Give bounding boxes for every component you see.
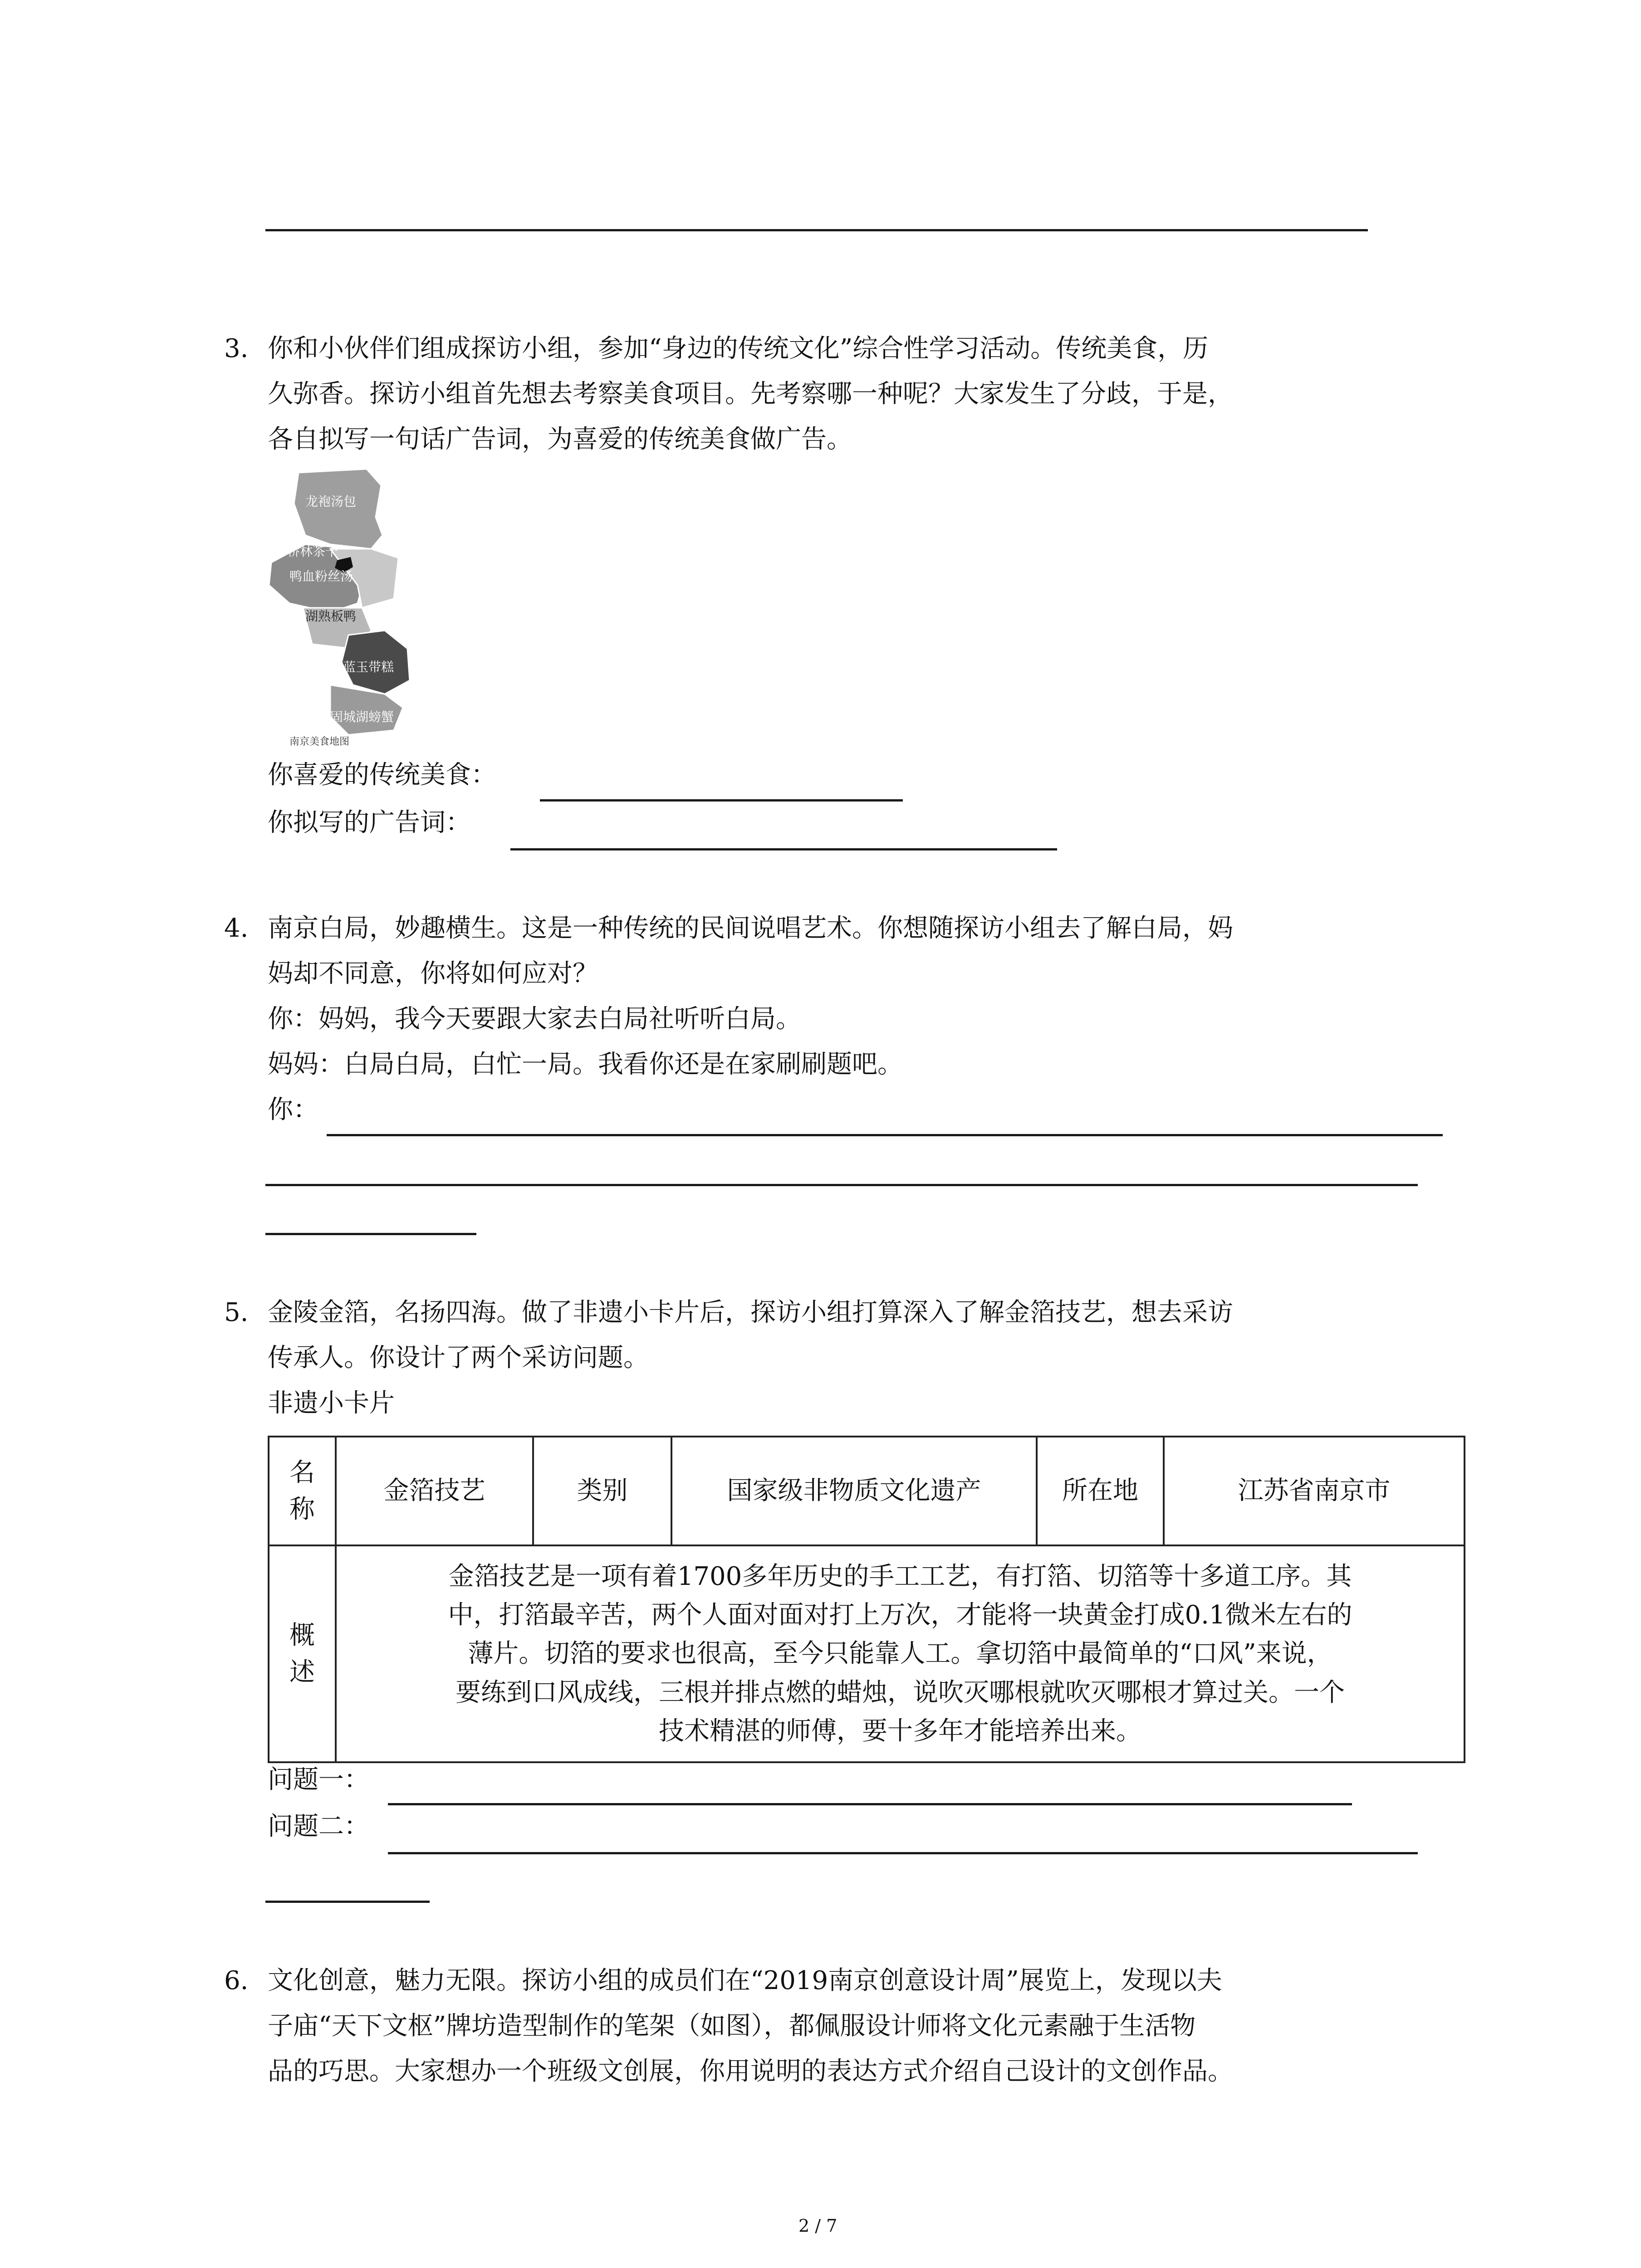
- q6-line-1: 文化创意，魅力无限。探访小组的成员们在“2019南京创意设计周”展览上，发现以夫: [268, 1966, 1222, 1995]
- q3-line-3: 各自拟写一句话广告词，为喜爱的传统美食做广告。: [268, 425, 852, 454]
- summary-label-2: 述: [289, 1657, 315, 1687]
- q4-answer-line-2[interactable]: [265, 1184, 1418, 1186]
- q5-line-1: 金陵金箔，名扬四海。做了非遗小卡片后，探访小组打算深入了解金箔技艺，想去采访: [268, 1298, 1233, 1327]
- name-value: 金箔技艺: [336, 1437, 533, 1545]
- q4-dialog-you: 你：妈妈，我今天要跟大家去白局社听听白局。: [268, 1004, 801, 1034]
- q5-number: 5.: [224, 1298, 249, 1327]
- q5-question2-line[interactable]: [388, 1852, 1418, 1854]
- q3-blank2-line[interactable]: [510, 848, 1057, 850]
- map-label-qiaolin: 桥林茶干: [287, 544, 338, 559]
- q5-question2-label: 问题二：: [268, 1812, 369, 1841]
- q5-line-2: 传承人。你设计了两个采访问题。: [268, 1343, 649, 1373]
- q6-line-3: 品的巧思。大家想办一个班级文创展，你用说明的表达方式介绍自己设计的文创作品。: [268, 2057, 1233, 2086]
- category-value: 国家级非物质文化遗产: [671, 1437, 1037, 1545]
- q4-line-1: 南京白局，妙趣横生。这是一种传统的民间说唱艺术。你想随探访小组去了解白局，妈: [268, 914, 1233, 943]
- summary-label-cell: [269, 1545, 336, 1762]
- q4-answer-line-3[interactable]: [265, 1233, 476, 1235]
- q3-line-2: 久弥香。探访小组首先想去考察美食项目。先考察哪一种呢？大家发生了分歧，于是，: [268, 379, 1233, 409]
- map-label-hushu: 湖熟板鸭: [305, 609, 357, 624]
- q3-blank1-label: 你喜爱的传统美食：: [268, 760, 496, 790]
- map-label-guchenghu: 固城湖螃蟹: [330, 709, 394, 724]
- q4-answer-line-1[interactable]: [327, 1134, 1443, 1136]
- q6-line-2: 子庙“天下文枢”牌坊造型制作的笔架（如图），都佩服设计师将文化元素融于生活物: [268, 2011, 1196, 2041]
- summary-line-4: 要练到口风成线，三根并排点燃的蜡烛，说吹灭哪根就吹灭哪根才算过关。一个: [456, 1677, 1345, 1707]
- q5-question2-line-2[interactable]: [265, 1901, 430, 1903]
- summary-line-3: 薄片。切箔的要求也很高，至今只能靠人工。拿切箔中最简单的“口风”来说，: [468, 1639, 1332, 1669]
- category-label: 类别: [533, 1437, 671, 1545]
- q5-card-title: 非遗小卡片: [268, 1388, 395, 1418]
- summary-line-2: 中，打箔最辛苦，两个人面对面对打上万次，才能将一块黄金打成0.1微米左右的: [448, 1600, 1352, 1630]
- q3-blank1-line[interactable]: [540, 799, 903, 802]
- summary-line-1: 金箔技艺是一项有着1700多年历史的手工工艺，有打箔、切箔等十多道工序。其: [448, 1562, 1352, 1592]
- location-value: 江苏省南京市: [1164, 1437, 1465, 1545]
- q4-dialog-mom: 妈妈：白局白局，白忙一局。我看你还是在家刷刷题吧。: [268, 1050, 903, 1079]
- q5-question1-line[interactable]: [388, 1803, 1352, 1805]
- q4-line-2: 妈却不同意，你将如何应对？: [268, 959, 598, 988]
- q6-number: 6.: [224, 1966, 249, 1995]
- name-label-1: 名: [289, 1457, 315, 1487]
- q3-number: 3.: [224, 334, 249, 363]
- map-caption: 南京美食地图: [289, 736, 350, 748]
- summary-label-1: 概: [289, 1620, 315, 1650]
- summary-line-5: 技术精湛的师傅，要十多年才能培养出来。: [659, 1716, 1141, 1746]
- q3-line-1: 你和小伙伴们组成探访小组，参加“身边的传统文化”综合性学习活动。传统美食，历: [268, 334, 1209, 363]
- q4-answer-label: 你：: [268, 1095, 318, 1124]
- map-label-yaxue: 鸭血粉丝汤: [289, 569, 353, 584]
- name-label-cell: [269, 1437, 336, 1545]
- q5-question1-label: 问题一：: [268, 1765, 369, 1794]
- location-label: 所在地: [1037, 1437, 1164, 1545]
- q4-number: 4.: [224, 914, 249, 943]
- map-label-honglan: 洪蓝玉带糕: [330, 660, 394, 675]
- heritage-card-table: [268, 1436, 1465, 1763]
- map-label-longpao: 龙袍汤包: [305, 494, 357, 509]
- name-label-2: 称: [289, 1495, 315, 1524]
- page-number: 2 / 7: [798, 2216, 838, 2236]
- q3-blank2-label: 你拟写的广告词：: [268, 808, 471, 837]
- answer-line-top[interactable]: [265, 229, 1368, 231]
- nanjing-food-map: [262, 467, 422, 749]
- summary-text: [336, 1545, 1465, 1762]
